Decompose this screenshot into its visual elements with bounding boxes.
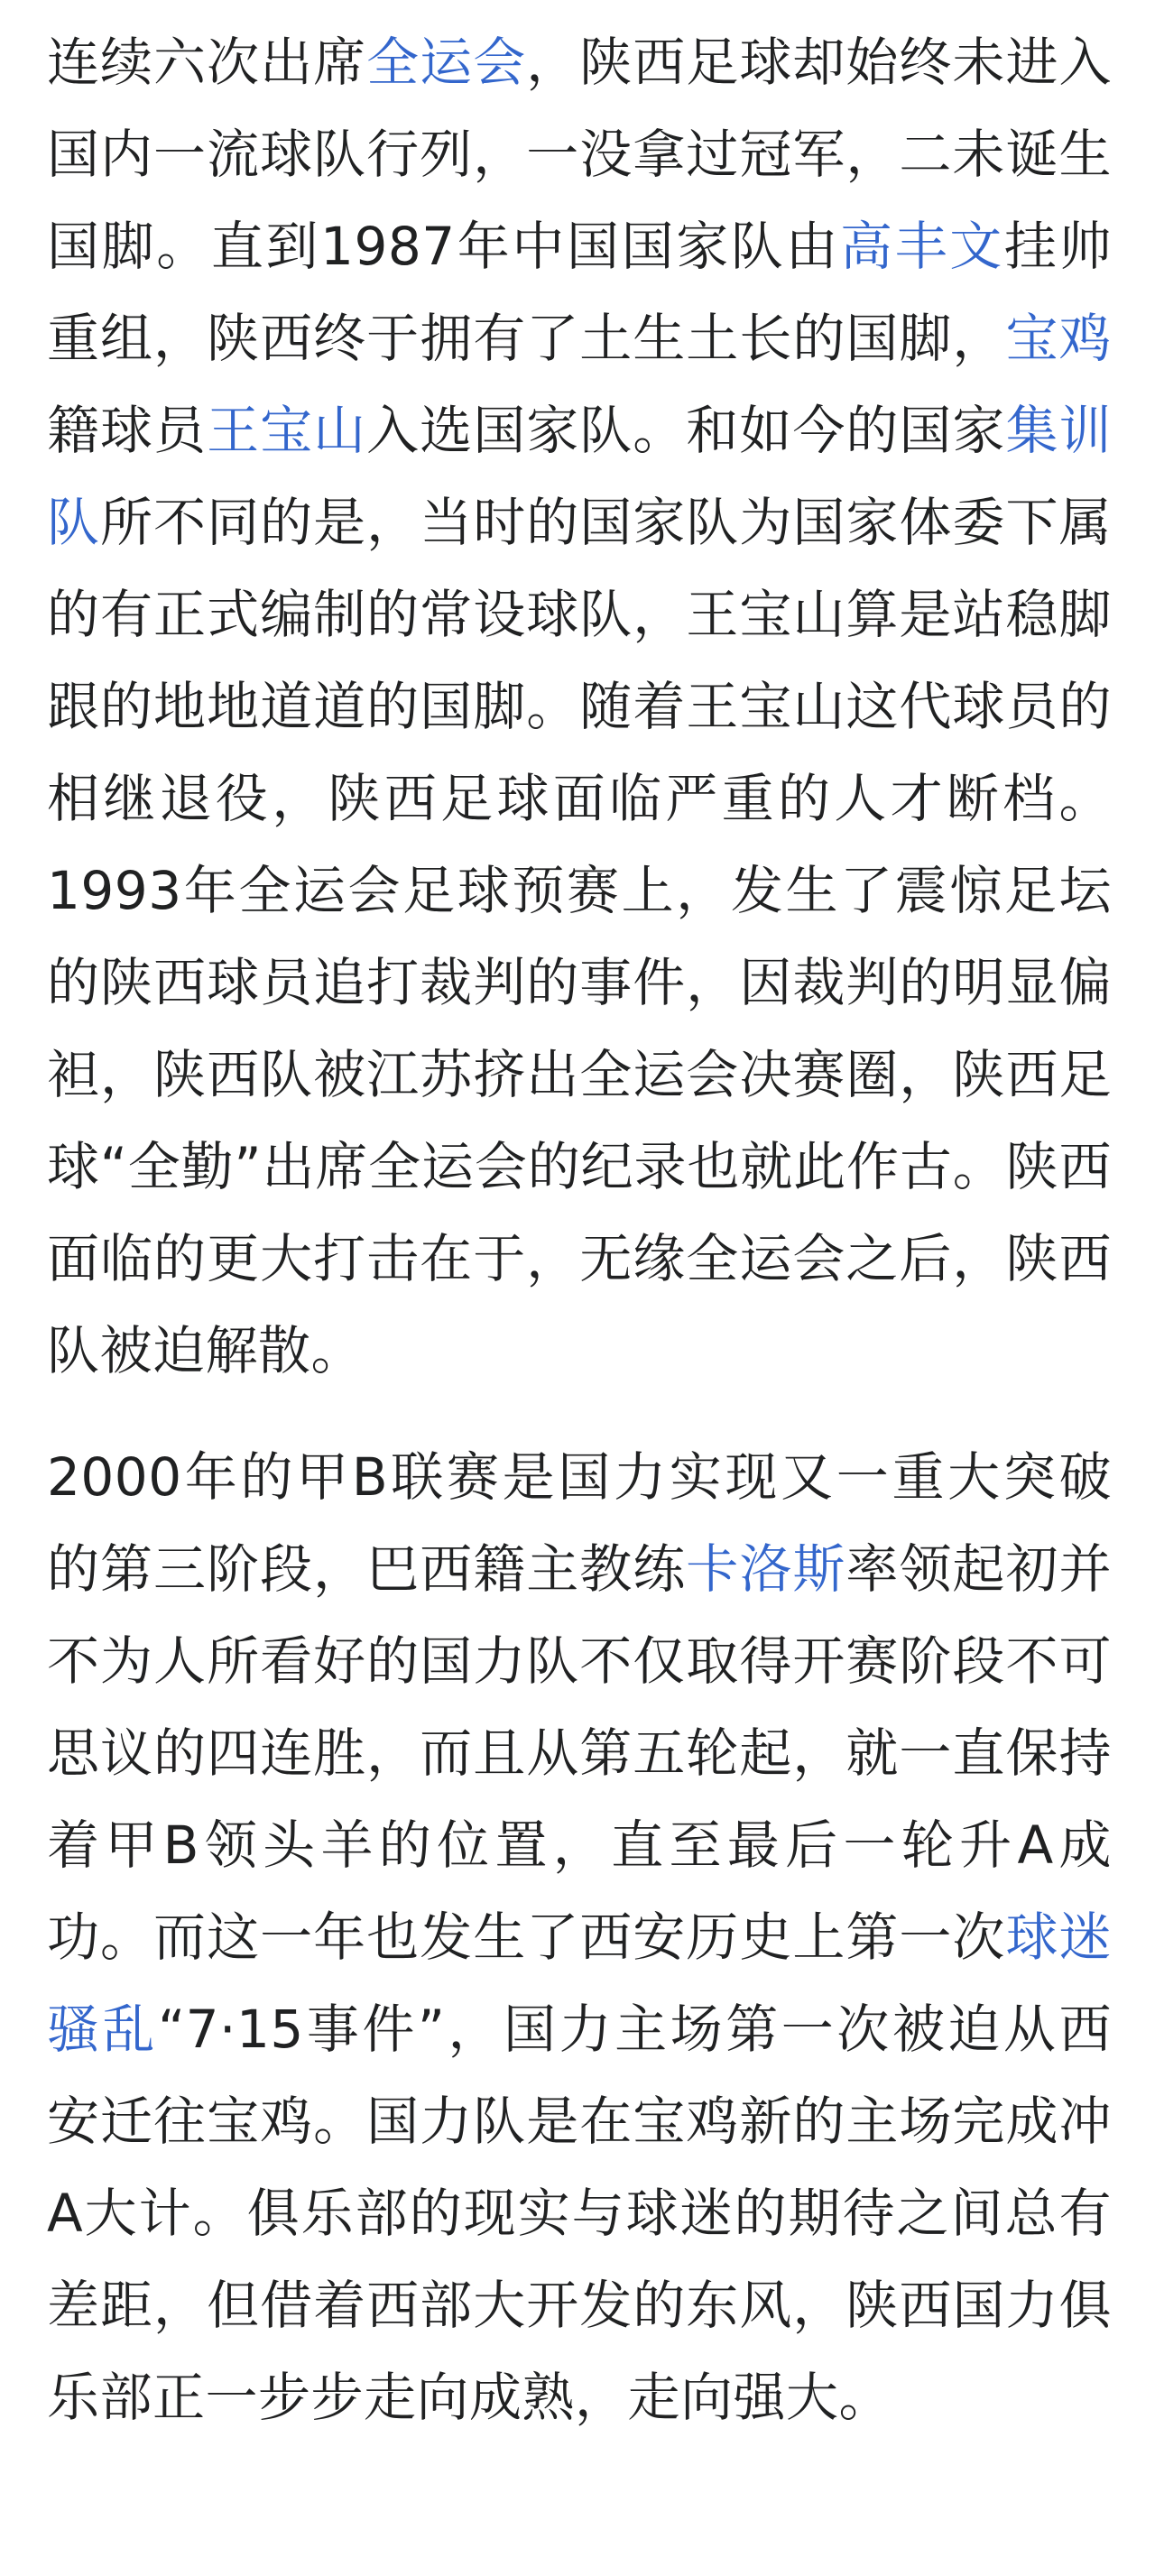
text-run: “7·15事件”，国力主场第一次被迫从西安迁往宝鸡。国力队是在宝鸡新的主场完成冲A大计。俱乐部的现实与球迷的期待之间总有差距，但借着西部大开发的东风，陕西国力俱乐部正一步步走向成熟，走向强大。 bbox=[47, 1999, 1112, 2428]
link-baoji[interactable]: 宝鸡 bbox=[1005, 308, 1112, 369]
link-quanyunhui[interactable]: 全运会 bbox=[366, 32, 527, 93]
paragraph-quanyunhui-history bbox=[47, 16, 1112, 1397]
link-wang-baoshan[interactable]: 王宝山 bbox=[207, 400, 367, 461]
text-run: ，陕西足球却始终未进入国内一流球队行列，一没拿过冠军，二未诞生国脚。直到1987年中国国家队由 bbox=[47, 32, 1112, 277]
link-carlos[interactable]: 卡洛斯 bbox=[686, 1538, 846, 1600]
link-fan-riot[interactable]: 球迷骚乱 bbox=[47, 1907, 1112, 2060]
text-run: 入选国家队。和如今的国家 bbox=[366, 400, 1006, 461]
text-run: 籍球员 bbox=[47, 400, 208, 461]
text-run: 挂帅重组，陕西终于拥有了土生土长的国脚， bbox=[47, 216, 1112, 369]
text-run: 连续六次出席 bbox=[47, 32, 367, 93]
link-jixundui[interactable]: 集训队 bbox=[47, 400, 1112, 553]
article-body bbox=[47, 16, 1112, 2443]
paragraph-2000-jiab-season bbox=[47, 1431, 1112, 2443]
text-run: 率领起初并不为人所看好的国力队不仅取得开赛阶段不可思议的四连胜，而且从第五轮起，就一直保持着甲B领头羊的位置，直至最后一轮升A成功。而这一年也发生了西安历史上第一次 bbox=[47, 1538, 1112, 1968]
text-run: 2000年的甲B联赛是国力实现又一重大突破的第三阶段，巴西籍主教练 bbox=[47, 1446, 1112, 1600]
text-run: 所不同的是，当时的国家队为国家体委下属的有正式编制的常设球队，王宝山算是站稳脚跟的地地道道的国脚。随着王宝山这代球员的相继退役，陕西足球面临严重的人才断档。1993年全运会足球预赛上，发生了震惊足坛的陕西球员追打裁判的事件，因裁判的明显偏袒，陕西队被江苏挤出全运会决赛圈，陕西足球“全勤”出席全运会的纪录也就此作古。陕西面临的更大打击在于，无缘全运会之后，陕西队被迫解散。 bbox=[47, 492, 1112, 1381]
link-gao-fengwen[interactable]: 高丰文 bbox=[840, 216, 1004, 277]
